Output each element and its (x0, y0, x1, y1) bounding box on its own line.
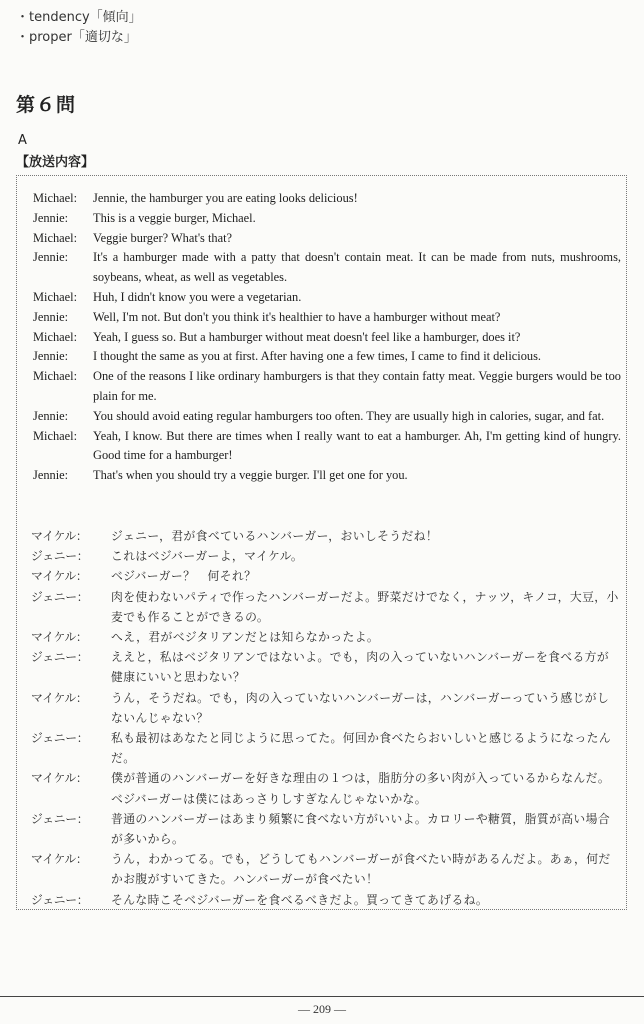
dialogue-line (31, 526, 621, 546)
speaker-name: Jennie: (33, 309, 69, 324)
speaker-name: ジェニー： (31, 549, 89, 564)
dialogue-line (33, 288, 621, 308)
dialogue-text: That's when you should try a veggie burger. I'll get one for you. (93, 468, 408, 483)
vocab-item: ・proper「適切な」 (16, 30, 137, 45)
dialogue-text: 私も最初はあなたと同じように思ってた。何回か食べたらおいしいと感じるようになったんだ。 (111, 731, 612, 766)
dialogue-line (33, 347, 621, 367)
dialogue-text: You should avoid eating regular hamburgers too often. They are usually high in calories, sugar, and fat. (93, 408, 605, 423)
speaker-name: Jennie: (33, 210, 69, 225)
dialogue-text: うん，わかってる。でも，どうしてもハンバーガーが食べたい時があるんだよ。あぁ，何だかお腹がすいてきた。ハンバーガーが食べたい！ (111, 852, 611, 887)
dialogue-text: It's a hamburger made with a patty that doesn't contain meat. It can be made from nuts, mushrooms, soybeans, wheat, as well as vegetables. (93, 250, 621, 285)
dialogue-text: Jennie, the hamburger you are eating looks delicious! (93, 191, 358, 205)
speaker-name: マイケル： (31, 529, 88, 543)
part-label: A (18, 133, 27, 148)
japanese-dialogue (31, 526, 621, 910)
dialogue-line (31, 809, 621, 849)
dialogue-line (33, 189, 621, 209)
speaker-name: Michael: (33, 230, 78, 245)
footer-rule (0, 996, 644, 997)
speaker-name: Jennie: (33, 408, 69, 423)
dialogue-line (33, 209, 621, 229)
dialogue-line (31, 546, 621, 566)
speaker-name: Michael: (33, 289, 78, 304)
speaker-name: マイケル： (31, 852, 88, 867)
dialogue-text: Well, I'm not. But don't you think it's healthier to have a hamburger without meat? (93, 309, 501, 324)
dialogue-line (31, 587, 621, 627)
speaker-name: マイケル： (31, 569, 88, 584)
speaker-name: Michael: (33, 191, 78, 205)
page-number: ― 209 ― (298, 1002, 346, 1016)
speaker-name: マイケル： (31, 630, 88, 645)
dialogue-text: ええと，私はベジタリアンではないよ。でも，肉の入っていないハンバーガーを食べる方が健康にいいと思わない？ (111, 650, 610, 685)
dialogue-line (31, 849, 621, 889)
transcript-box (16, 175, 627, 910)
dialogue-line (31, 728, 621, 768)
dialogue-text: I thought the same as you at first. After having one a few times, I came to find it delicious. (93, 349, 542, 364)
dialogue-line (33, 407, 621, 427)
dialogue-line (31, 627, 621, 647)
dialogue-text: へえ，君がベジタリアンだとは知らなかったよ。 (111, 630, 380, 645)
dialogue-line (33, 229, 621, 249)
vocab-list (16, 8, 142, 48)
dialogue-text: This is a veggie burger, Michael. (93, 210, 256, 225)
dialogue-text: ジェニー，君が食べているハンバーガー，おいしそうだね！ (111, 529, 439, 543)
dialogue-line (33, 308, 621, 328)
dialogue-line (31, 647, 621, 687)
dialogue-text: Veggie burger? What's that? (93, 230, 233, 245)
broadcast-label: 【放送内容】 (16, 155, 95, 170)
speaker-name: ジェニー： (31, 589, 89, 604)
dialogue-line (31, 768, 621, 808)
dialogue-text: うん，そうだね。でも，肉の入っていないハンバーガーは，ハンバーガーっていう感じがしないんじゃない？ (111, 690, 610, 725)
dialogue-line (33, 328, 621, 348)
dialogue-line (33, 466, 621, 486)
speaker-name: マイケル： (31, 690, 88, 705)
english-dialogue (33, 189, 621, 486)
dialogue-text: 僕が普通のハンバーガーを好きな理由の１つは，脂肪分の多い肉が入っているからなんだ。ベジバーガーは僕にはあっさりしすぎなんじゃないかな。 (111, 771, 611, 806)
speaker-name: Michael: (33, 428, 78, 443)
dialogue-line (31, 566, 621, 586)
dialogue-line (33, 427, 621, 467)
dialogue-text: Huh, I didn't know you were a vegetarian. (93, 289, 302, 304)
dialogue-text: One of the reasons I like ordinary hamburgers is that they contain fatty meat. Veggie burgers would be too plain for me. (93, 369, 621, 403)
section-title: 第６問 (16, 94, 77, 116)
dialogue-text: ベジバーガー？ 何それ？ (111, 569, 257, 584)
dialogue-text: そんな時こそベジバーガーを食べるべきだよ。買ってきてあげるね。 (111, 892, 489, 907)
dialogue-line (33, 248, 621, 288)
dialogue-line (33, 367, 621, 407)
speaker-name: マイケル： (31, 771, 88, 786)
dialogue-line (31, 890, 621, 910)
speaker-name: ジェニー： (31, 731, 89, 746)
vocab-item: ・tendency「傾向」 (16, 10, 142, 25)
speaker-name: Michael: (33, 329, 78, 344)
dialogue-text: Yeah, I know. But there are times when I really want to eat a hamburger. Ah, I'm getting kind of hungry. Good time for a hamburger! (93, 428, 621, 463)
speaker-name: Jennie: (33, 468, 69, 483)
speaker-name: ジェニー： (31, 811, 89, 826)
speaker-name: Jennie: (33, 349, 69, 364)
speaker-name: Michael: (33, 369, 78, 384)
speaker-name: Jennie: (33, 250, 69, 265)
dialogue-line (31, 688, 621, 728)
dialogue-text: 普通のハンバーガーはあまり頻繁に食べない方がいいよ。カロリーや糖質，脂質が高い場合が多いから。 (111, 811, 611, 847)
speaker-name: ジェニー： (31, 650, 89, 665)
dialogue-text: 肉を使わないパティで作ったハンバーガーだよ。野菜だけでなく，ナッツ，キノコ，大豆，小麦でも作ることができるの。 (111, 589, 619, 624)
dialogue-text: これはベジバーガーよ，マイケル。 (111, 549, 304, 564)
speaker-name: ジェニー： (31, 892, 89, 907)
dialogue-text: Yeah, I guess so. But a hamburger without meat doesn't feel like a hamburger, does it? (93, 329, 521, 344)
